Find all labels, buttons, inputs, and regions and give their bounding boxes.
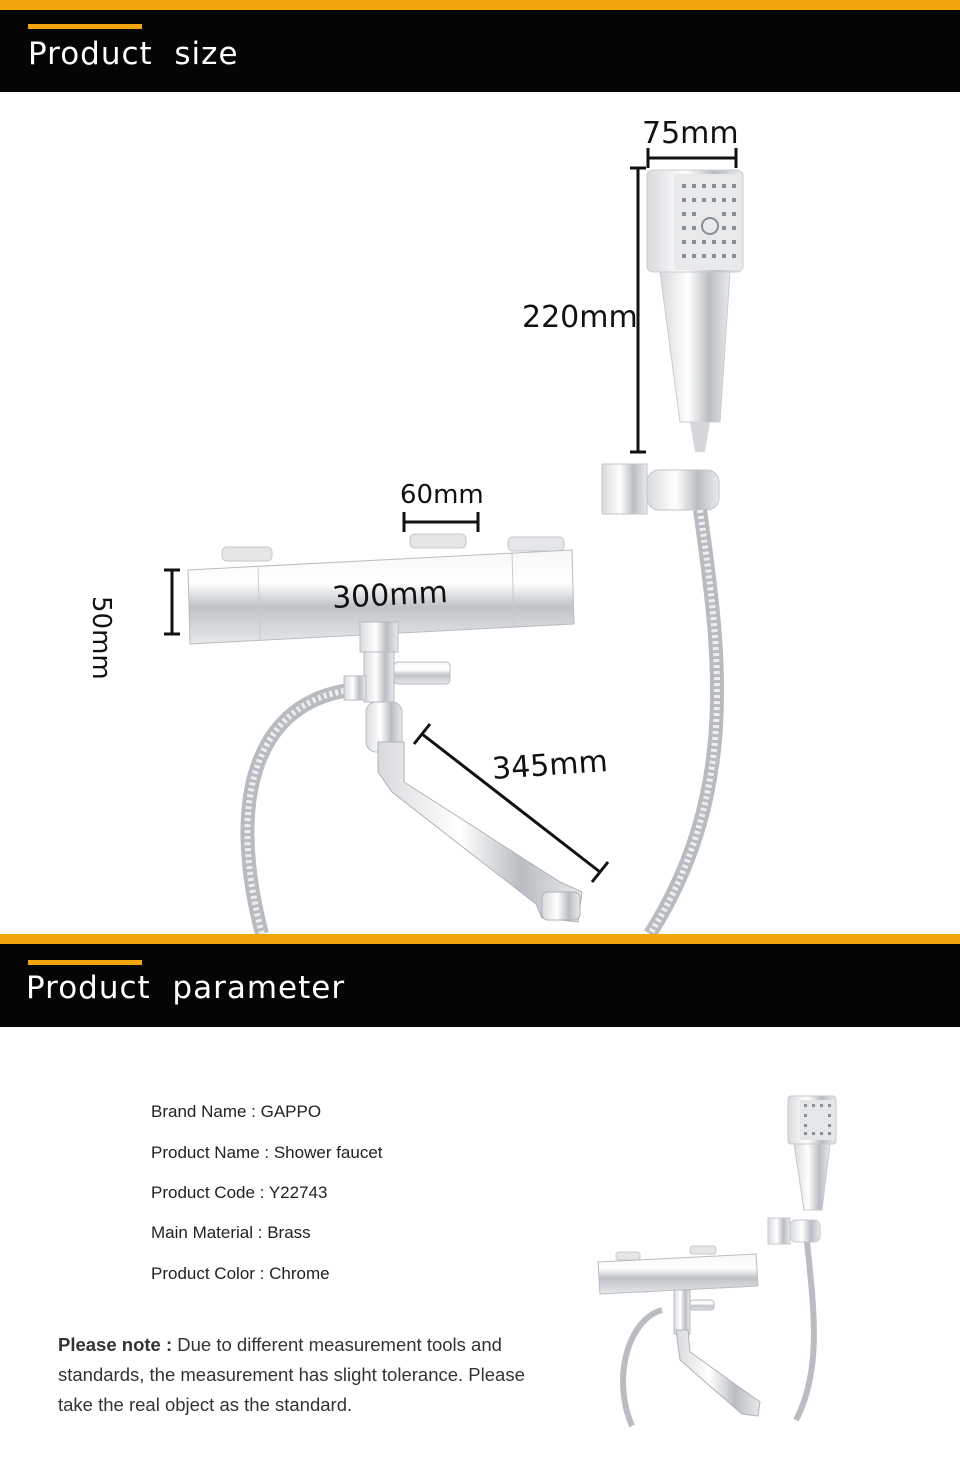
header-top-line [0, 0, 960, 10]
header-accent [28, 24, 142, 29]
product-parameter-title: Product parameter [26, 970, 346, 1006]
note-label: Please note : [58, 1334, 173, 1355]
parameter-header-accent [28, 960, 142, 965]
param-material: Main Material : Brass [151, 1223, 311, 1242]
hose-left [247, 690, 350, 934]
dimension-head-width: 75mm [642, 116, 739, 151]
dimension-knob-width: 60mm [400, 480, 484, 510]
hand-shower [647, 170, 743, 452]
dimension-spout-length: 345mm [490, 744, 609, 787]
shower-holder [602, 464, 719, 514]
param-brand: Brand Name : GAPPO [151, 1102, 322, 1121]
product-photo [582, 1090, 872, 1430]
product-size-header [0, 10, 960, 92]
note-text: Due to different measurement tools and standards, the measurement has slight tolerance. Please take the real object as the standard. [58, 1334, 525, 1415]
param-product-code: Product Code : Y22743 [151, 1183, 328, 1202]
parameter-top-line [0, 934, 960, 944]
dimension-body-height: 50mm [86, 596, 116, 680]
product-parameter-header [0, 944, 960, 1027]
product-size-illustration [0, 92, 960, 934]
param-product-name: Product Name : Shower faucet [151, 1143, 383, 1162]
tolerance-note [58, 1330, 538, 1420]
hose-right [650, 510, 717, 934]
dimension-handle-length: 220mm [522, 300, 638, 335]
param-color: Product Color : Chrome [151, 1264, 330, 1283]
product-size-title: Product size [28, 36, 239, 72]
dimension-body-length: 300mm [331, 574, 449, 617]
